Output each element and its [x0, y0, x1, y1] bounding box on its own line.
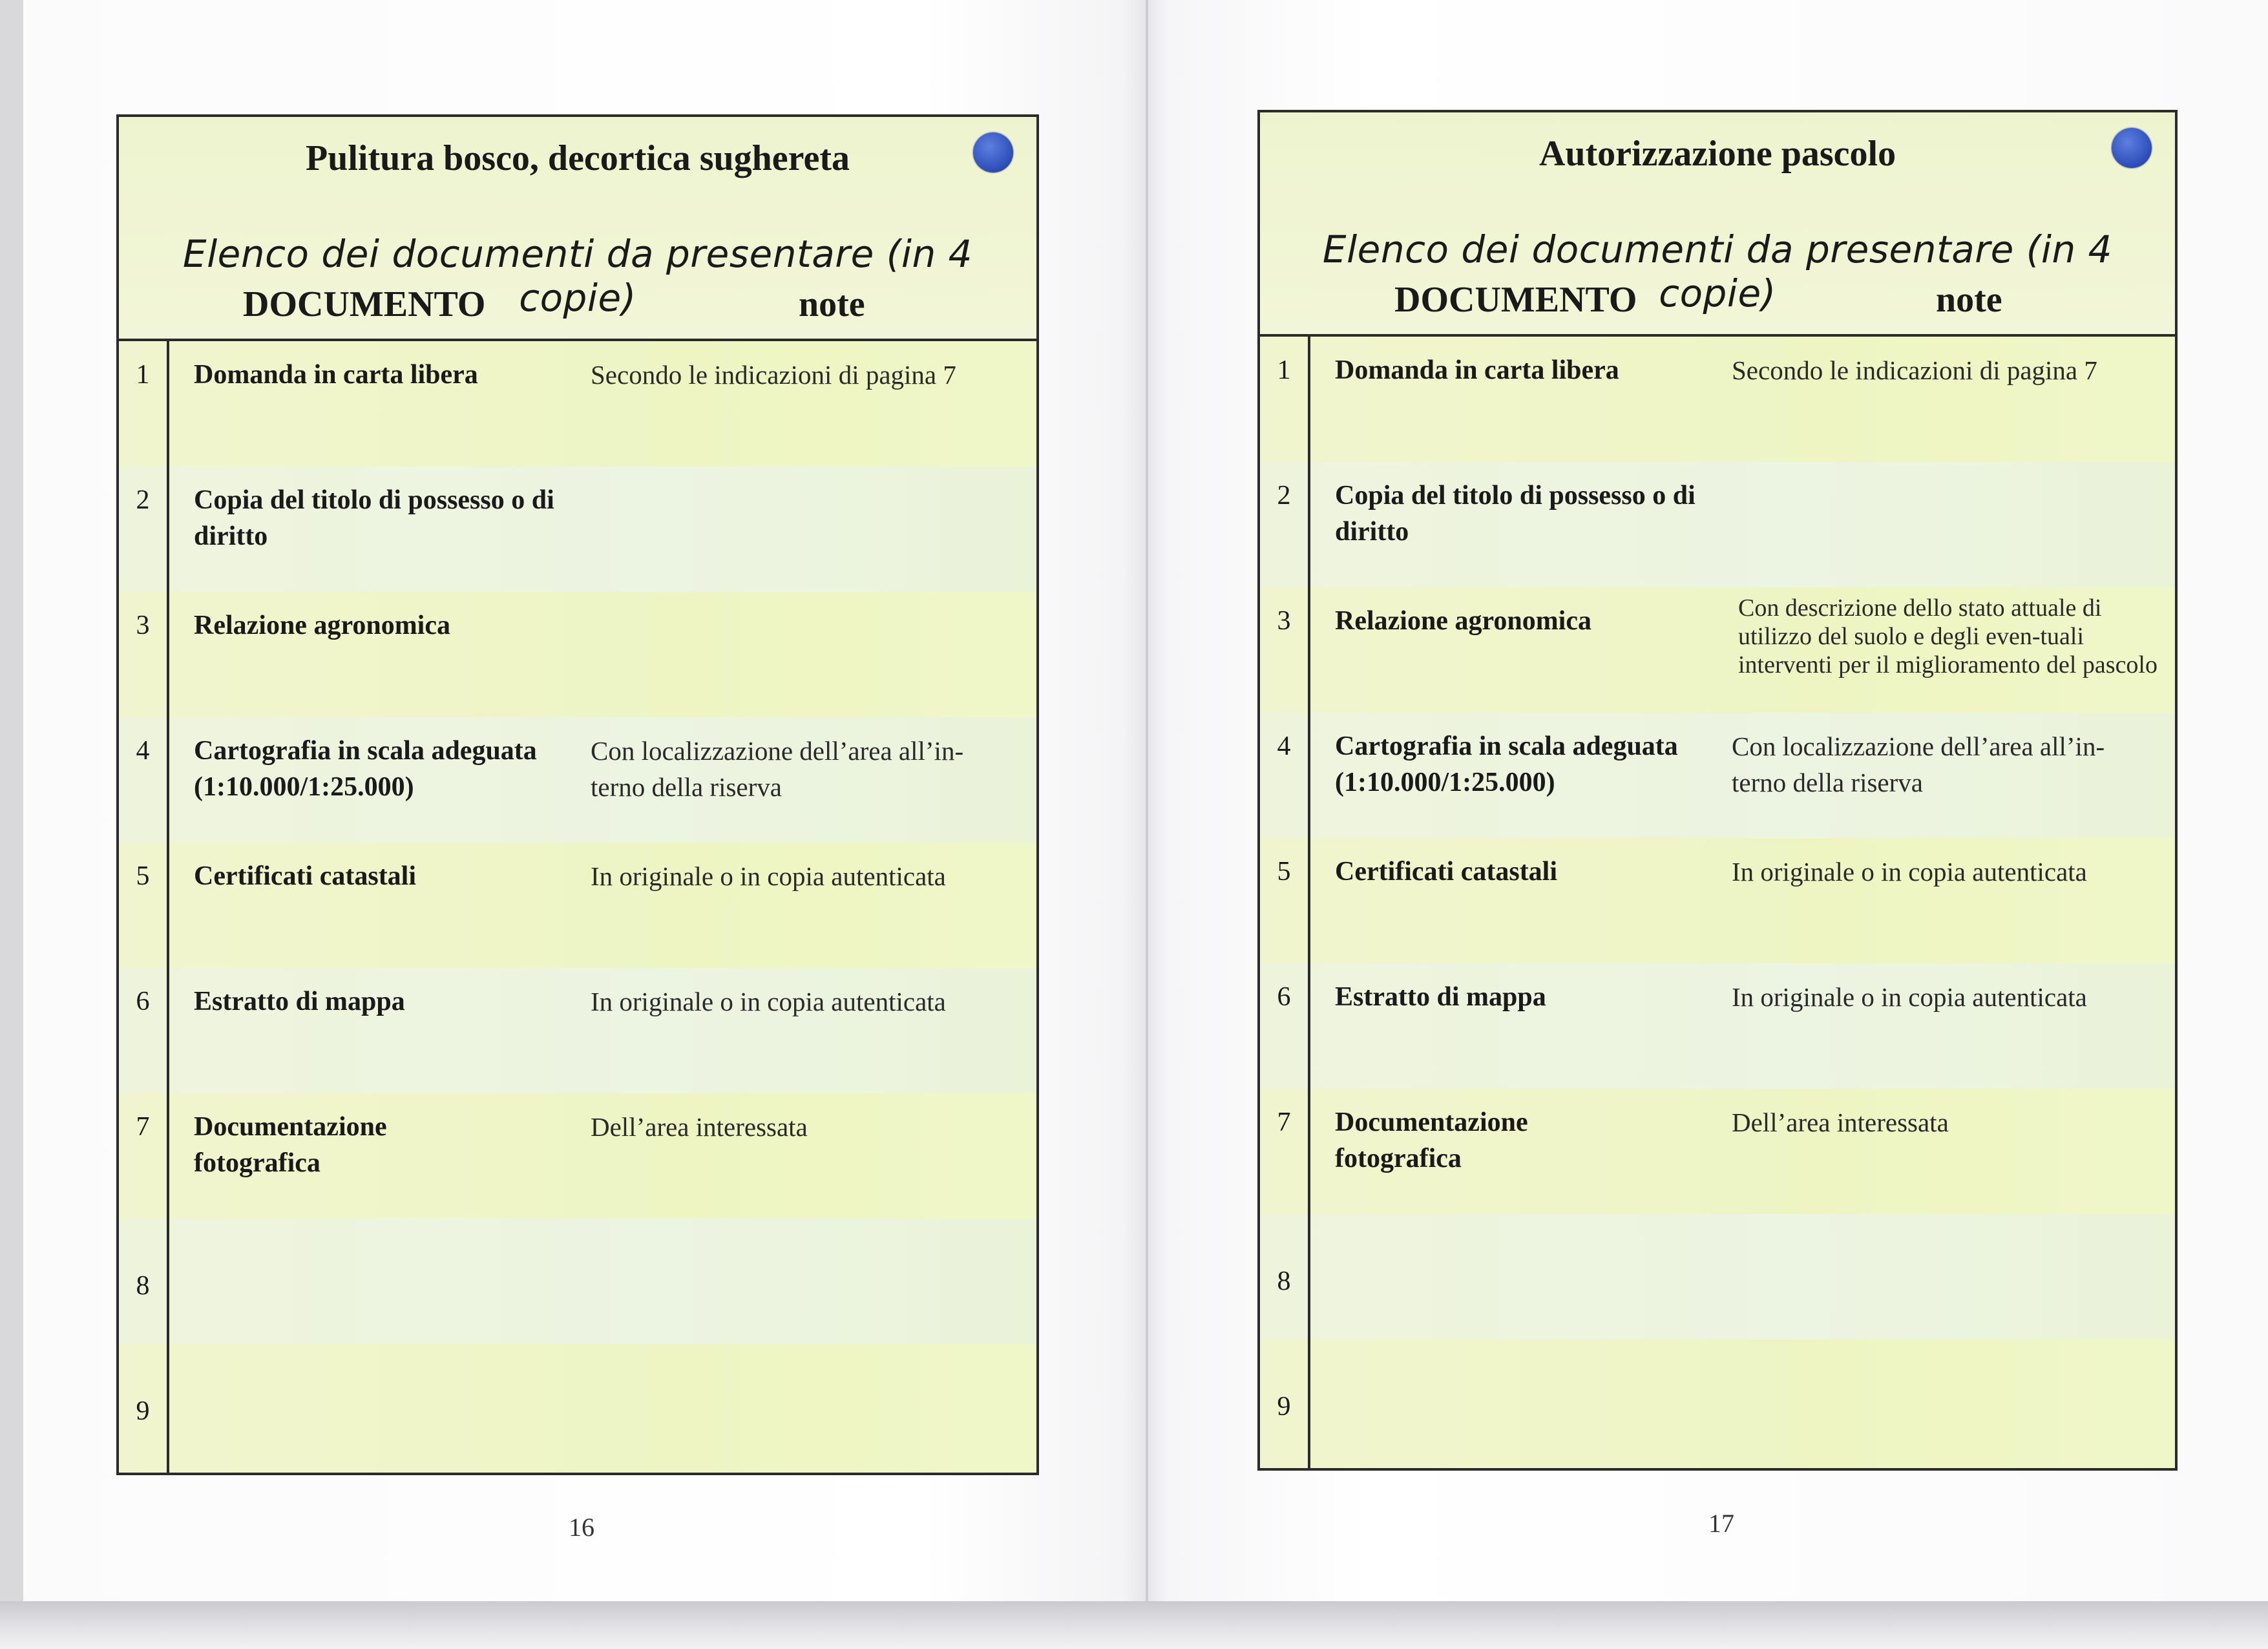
- row-note: In originale o in copia autenticata: [591, 861, 946, 891]
- row-document: Copia del titolo di possesso o di diritto: [1335, 481, 1696, 547]
- row-note: In originale o in copia autenticata: [591, 987, 946, 1016]
- table-rows: [1260, 337, 2175, 1468]
- column-header-note: note: [799, 284, 865, 324]
- row-number: 1: [1277, 355, 1291, 385]
- table-row: [119, 467, 1036, 592]
- table-row: [1260, 462, 2175, 587]
- table-row: [1260, 838, 2175, 963]
- table-row: [119, 843, 1036, 968]
- row-number: 7: [1277, 1108, 1291, 1137]
- row-number: 3: [136, 611, 150, 640]
- row-number: 2: [1277, 481, 1291, 510]
- row-number: 9: [1277, 1392, 1291, 1422]
- scan-edge-shadow: [0, 1601, 2268, 1649]
- table-row: [119, 592, 1036, 717]
- right-page-table: [1257, 110, 2178, 1471]
- column-header-document: DOCUMENTO: [243, 284, 486, 324]
- table-header: [1260, 112, 2175, 337]
- row-document: Certificati catastali: [194, 861, 417, 891]
- page-title: Autorizzazione pascolo: [1538, 134, 1896, 174]
- row-number: 2: [136, 485, 150, 515]
- row-note: Con descrizione dello stato attuale di utilizzo del suolo e degli even-tuali interventi per il miglioramento del pascolo: [1738, 594, 2158, 678]
- row-number: 1: [136, 360, 150, 390]
- row-number: 8: [1277, 1266, 1291, 1296]
- row-number: 5: [1277, 857, 1291, 887]
- page-number: 16: [569, 1513, 594, 1542]
- row-number: 3: [1277, 606, 1291, 636]
- row-note: In originale o in copia autenticata: [1732, 982, 2087, 1012]
- row-note: In originale o in copia autenticata: [1732, 857, 2087, 887]
- row-number: 5: [136, 861, 150, 891]
- page-subtitle: Elenco dei documenti da presentare (in 4 copie): [182, 232, 973, 320]
- row-document: Estratto di mappa: [194, 987, 405, 1016]
- row-note: Con localizzazione dell’area all’in-terno della riserva: [591, 736, 964, 802]
- blue-dot-icon: [973, 132, 1013, 173]
- table-rows: [119, 341, 1036, 1473]
- table-row: [1260, 963, 2175, 1089]
- blue-dot-icon: [2112, 128, 2152, 168]
- column-header-document: DOCUMENTO: [1394, 280, 1637, 320]
- page-number: 17: [1708, 1509, 1734, 1538]
- table-row: [1260, 713, 2175, 838]
- row-number: 4: [1277, 731, 1291, 761]
- table-row: [1260, 337, 2175, 462]
- row-number: 7: [136, 1112, 150, 1142]
- row-document: Domanda in carta libera: [1335, 355, 1619, 385]
- table-row: [119, 717, 1036, 843]
- table-row: [119, 341, 1036, 467]
- row-document: Cartografia in scala adeguata (1:10.000/1:25.000): [1335, 731, 1678, 797]
- row-document: Relazione agronomica: [1335, 606, 1591, 636]
- row-document: Estratto di mappa: [1335, 982, 1546, 1012]
- row-document: Documentazione fotografica: [194, 1112, 387, 1178]
- row-note: Con localizzazione dell’area all’in-terno della riserva: [1732, 731, 2105, 797]
- table-row: [119, 1093, 1036, 1219]
- page-title: Pulitura bosco, decortica sughereta: [306, 138, 850, 178]
- row-note: Secondo le indicazioni di pagina 7: [591, 360, 956, 390]
- row-document: Certificati catastali: [1335, 857, 1558, 887]
- row-number: 6: [136, 987, 150, 1016]
- row-note: Dell’area interessata: [1732, 1108, 1949, 1137]
- page-subtitle: Elenco dei documenti da presentare (in 4 copie): [1322, 227, 2113, 315]
- row-number: 4: [136, 736, 150, 766]
- row-number: 8: [136, 1271, 150, 1301]
- table-row: [119, 968, 1036, 1093]
- table-row: [119, 1219, 1036, 1344]
- row-note: Secondo le indicazioni di pagina 7: [1732, 355, 2097, 385]
- table-row: [1260, 1089, 2175, 1214]
- book-fold: [1145, 0, 1149, 1601]
- table-row: [1260, 587, 2175, 713]
- row-number: 9: [136, 1396, 150, 1426]
- row-document: Documentazione fotografica: [1335, 1108, 1528, 1173]
- left-page-table: [116, 114, 1039, 1475]
- row-document: Relazione agronomica: [194, 611, 450, 640]
- table-header: [119, 117, 1036, 341]
- column-header-note: note: [1936, 280, 2002, 320]
- table-row: [119, 1344, 1036, 1473]
- row-document: Cartografia in scala adeguata (1:10.000/1:25.000): [194, 736, 537, 802]
- row-note: Dell’area interessata: [591, 1112, 808, 1142]
- row-number: 6: [1277, 982, 1291, 1012]
- table-row: [1260, 1214, 2175, 1339]
- row-document: Domanda in carta libera: [194, 360, 478, 390]
- table-row: [1260, 1339, 2175, 1468]
- row-document: Copia del titolo di possesso o di diritto: [194, 485, 554, 551]
